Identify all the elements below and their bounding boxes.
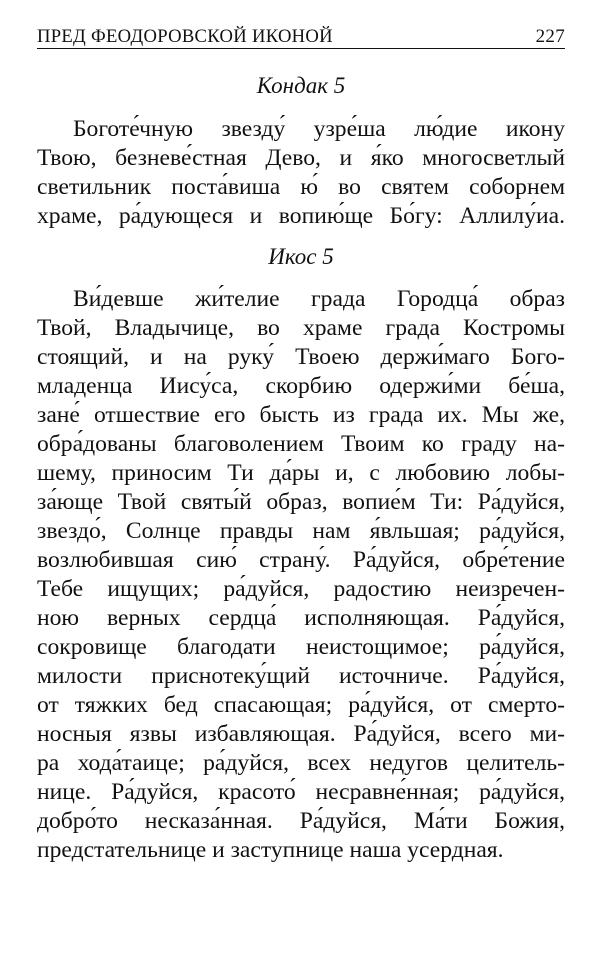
text-line: шему, приносим Ти да́ры и, с любовию лобы- (37, 460, 565, 486)
text-line: младенца Иису́са, скорбию одержи́ми бе́ша, (37, 373, 565, 399)
text-line: сокровище благодати неистощимое; ра́дуйся, (37, 634, 565, 660)
text-line: добро́то несказа́нная. Ра́дуйся, Ма́ти Божия, (37, 808, 565, 834)
text-line: возлюбившая сию́ страну́. Ра́дуйся, обре́тение (37, 547, 565, 573)
text-line: ра хода́таице; ра́дуйся, всех недугов целитель- (37, 750, 565, 776)
text-line: нице. Ра́дуйся, красото́ несравне́нная; ра́дуйся, (37, 779, 565, 805)
text-line: звездо́, Солнце правды нам я́вльшая; ра́дуйся, (37, 518, 565, 544)
text-line: ною верных сердца́ исполняющая. Ра́дуйся, (37, 605, 565, 631)
text-line: Боготе́чную звезду́ узре́ша лю́дие икону (73, 116, 565, 142)
text-line: светильник поста́виша ю́ во святем соборнем (37, 174, 565, 200)
text-line: зане́ отшествие его бысть из града их. Мы же, (37, 402, 565, 428)
text-line: Твою, безневе́стная Дево, и я́ко многосветлый (37, 145, 565, 171)
text-line: Твой, Владычице, во храме града Костромы (37, 315, 565, 341)
text-line: за́юще Твой святы́й образ, вопие́м Ти: Ра́дуйся, (37, 489, 565, 515)
text-line: стоящий, и на руку́ Твоею держи́маго Бого- (37, 344, 565, 370)
running-head (37, 24, 565, 49)
section-heading-ikos-5: Икос 5 (268, 244, 334, 269)
text-line: храме, ра́дующеся и вопию́ще Бо́гу: Аллилу́иа. (37, 203, 565, 229)
text-line: милости приснотеку́щий источниче. Ра́дуйся, (37, 663, 565, 689)
text-line: носныя язвы избавляющая. Ра́дуйся, всего ми- (37, 721, 565, 747)
text-line: Тебе ищущих; ра́дуйся, радостию неизречен- (37, 576, 565, 602)
ikos-5-text (37, 285, 565, 865)
section-heading-kondak-5: Кондак 5 (256, 73, 346, 98)
running-head-title: ПРЕД ФЕОДОРОВСКОЙ ИКОНОЙ (37, 26, 333, 47)
text-line: от тяжких бед спасающая; ра́дуйся, от смерто- (37, 692, 565, 718)
text-line: Ви́девше жи́телие града Городца́ образ (73, 286, 565, 312)
text-line: предстательнице и заступнице наша усердная. (37, 837, 504, 863)
text-line: обра́дованы благоволением Твоим ко граду на- (37, 431, 565, 457)
kondak-5-text (37, 115, 565, 231)
page-number: 227 (535, 26, 565, 47)
